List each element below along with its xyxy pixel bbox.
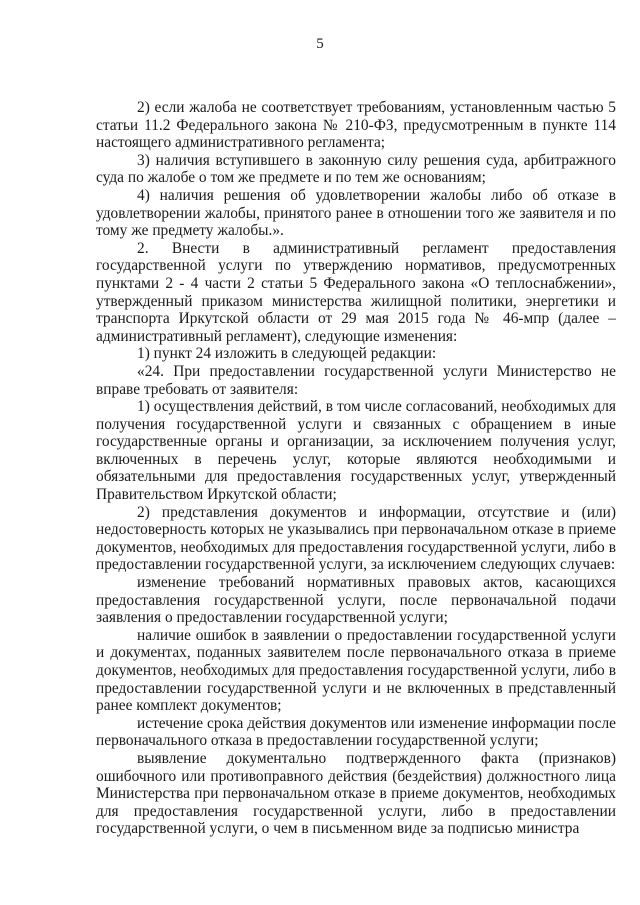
paragraph: 2) представления документов и информации, отсутствие и (или) недостоверность которых не указывались при первоначальном отказе в приеме документов, необходимых для предоставления государственной услуги, либо в предоставлении государственной услуги, за исключением следующих случаев:: [96, 503, 616, 574]
document-body: [96, 99, 616, 838]
paragraph: изменение требований нормативных правовых актов, касающихся предоставления государственной услуги, после первоначальной подачи заявления о предоставлении государственной услуги;: [96, 574, 616, 627]
paragraph: наличие ошибок в заявлении о предоставлении государственной услуги и документах, поданных заявителем после первоначального отказа в приеме документов, необходимых для предоставления государственной услуги, либо в предоставлении государственной услуги и не включенных в представленный ранее комплект документов;: [96, 626, 616, 715]
paragraph: 2) если жалоба не соответствует требованиям, установленным частью 5 статьи 11.2 Федерального закона № 210-ФЗ, предусмотренным в пункте 114 настоящего административного регламента;: [96, 99, 616, 152]
paragraph: 1) осуществления действий, в том числе согласований, необходимых для получения государственной услуги и связанных с обращением в иные государственные органы и организации, за исключением получения услуг, включенных в перечень услуг, которые являются необходимыми и обязательными для предоставления государственных услуг, утвержденный Правительством Иркутской области;: [96, 398, 616, 504]
paragraph: 4) наличия решения об удовлетворении жалобы либо об отказе в удовлетворении жалобы, принятого ранее в отношении того же заявителя и по тому же предмету жалобы.».: [96, 186, 616, 240]
paragraph: истечение срока действия документов или изменение информации после первоначального отказа в предоставлении государственной услуги;: [96, 714, 616, 750]
paragraph: 3) наличия вступившего в законную силу решения суда, арбитражного суда по жалобе о том же предмете и по тем же основаниям;: [96, 151, 616, 187]
paragraph: 2. Внести в административный регламент предоставления государственной услуги по утверждению нормативов, предусмотренных пунктами 2 - 4 части 2 статьи 5 Федерального закона «О теплоснабжении», утвержденный приказом министерства жилищной политики, энергетики и транспорта Иркутской области от 29 мая 2015 года № 46-мпр (далее – административный регламент), следующие изменения:: [96, 239, 616, 345]
paragraph: 1) пункт 24 изложить в следующей редакции:: [137, 345, 437, 363]
paragraph: «24. При предоставлении государственной услуги Министерство не вправе требовать от заявителя:: [96, 362, 616, 398]
paragraph: выявление документально подтвержденного факта (признаков) ошибочного или противоправного действия (бездействия) должностного лица Министерства при первоначальном отказе в приеме документов, необходимых для предоставления государственной услуги, либо в предоставлении государственной услуги, о чем в письменном виде за подписью министра: [96, 749, 616, 838]
page-number: 5: [316, 36, 324, 52]
